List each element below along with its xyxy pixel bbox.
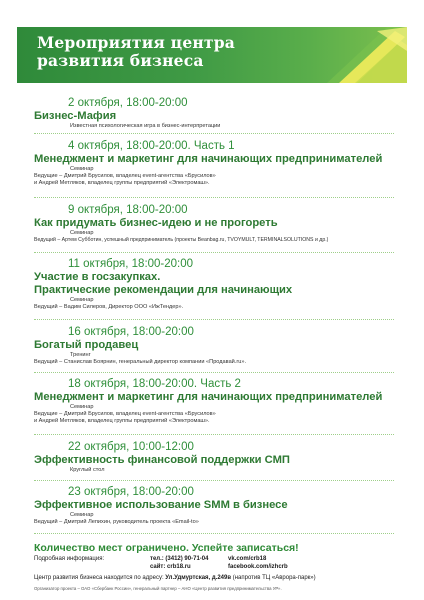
event-type: Тренинг — [70, 352, 91, 358]
event-item — [34, 485, 394, 526]
event-date: 16 октября, 18:00-20:00 — [68, 326, 194, 338]
contact-row — [34, 555, 404, 563]
event-type: Семинар — [70, 297, 94, 303]
organizers-note: Организатор проекта – ОАО «Сбербанк России», генеральный партнер – АНО «Центр развития предпринимательства УР». — [34, 586, 282, 591]
event-description: Ведущие – Дмитрий Брусилов, владелец event-агентства «Брусилов» — [34, 411, 216, 417]
divider — [34, 197, 394, 198]
event-title: Бизнес-Мафия — [34, 110, 117, 122]
page-title-line1: Мероприятия центра — [37, 33, 236, 52]
address-value: Ул.Удмуртская, д.249в — [165, 575, 232, 581]
contact-row — [34, 563, 404, 571]
event-date: 2 октября, 18:00-20:00 — [68, 97, 188, 109]
phone-number: тел.: (3412) 90-71-04 — [150, 556, 209, 562]
address-note: (напротив ТЦ «Аврора-парк») — [232, 575, 316, 581]
event-date: 4 октября, 18:00-20:00. Часть 1 — [68, 140, 235, 152]
event-title: Участие в госзакупках. — [34, 271, 161, 283]
event-description: и Андрей Метляков, владелец группы предприятий «Электромаш». — [34, 418, 210, 424]
divider — [34, 533, 394, 534]
event-description: Ведущие – Дмитрий Брусилов, владелец event-агентства «Брусилов» — [34, 173, 216, 179]
page-title-line2: развития бизнеса — [37, 51, 204, 70]
event-item — [34, 139, 394, 187]
vk-link[interactable]: vk.com/crb18 — [228, 556, 267, 562]
event-title: Эффективность финансовой поддержки СМП — [34, 454, 290, 466]
divider — [34, 319, 394, 320]
event-item — [34, 440, 394, 474]
event-title-line2: Практические рекомендации для начинающих — [34, 284, 293, 296]
event-item — [34, 325, 394, 366]
divider — [34, 133, 394, 134]
event-type: Семинар — [70, 166, 94, 172]
event-date: 22 октября, 10:00-12:00 — [68, 441, 194, 453]
event-item — [34, 203, 394, 244]
event-item — [34, 257, 394, 311]
footer-contacts — [34, 542, 404, 582]
call-to-action-headline: Количество мест ограничено. Успейте записаться! — [34, 542, 299, 554]
event-title: Богатый продавец — [34, 339, 139, 351]
event-description: Ведущий – Дмитрий Лепихин, руководитель проекта «Email-to» — [34, 519, 199, 525]
event-title: Как придумать бизнес-идею и не прогореть — [34, 217, 278, 229]
event-type: Семинар — [70, 404, 94, 410]
divider — [34, 372, 394, 373]
info-label: Подробная информация: — [34, 556, 105, 562]
event-title: Эффективное использование SMM в бизнесе — [34, 499, 288, 511]
event-description: и Андрей Метляков, владелец группы предприятий «Электромаш». — [34, 180, 210, 186]
event-type: Семинар — [70, 230, 94, 236]
header-banner — [17, 27, 407, 83]
address-line — [34, 574, 404, 582]
event-description: Ведущий – Вадим Силеров, Директор ООО «ИжТендер». — [34, 304, 184, 310]
page-title — [37, 34, 287, 70]
event-title: Менеджмент и маркетинг для начинающих предпринимателей — [34, 391, 383, 403]
event-item — [34, 96, 394, 130]
site-link[interactable]: сайт: crb18.ru — [150, 564, 191, 570]
event-type: Семинар — [70, 512, 94, 518]
event-type: Круглый стол — [70, 467, 105, 473]
divider — [34, 252, 394, 253]
event-date: 9 октября, 18:00-20:00 — [68, 204, 188, 216]
event-description: Известная психологическая игра в бизнес-интерпретации — [70, 123, 221, 129]
event-date: 11 октября, 18:00-20:00 — [68, 258, 194, 270]
facebook-link[interactable]: facebook.com/izhcrb — [228, 564, 288, 570]
event-date: 18 октября, 18:00-20:00. Часть 2 — [68, 378, 241, 390]
event-date: 23 октября, 18:00-20:00 — [68, 486, 194, 498]
divider — [34, 434, 394, 435]
address-label: Центр развития бизнеса находится по адресу: — [34, 575, 164, 581]
event-item — [34, 377, 394, 425]
event-description: Ведущий – Артем Субботин, успешный предприниматель (проекты Beanbag.ru, TVOYMULT, TERMINALSOLUTIONS и др.) — [34, 237, 329, 243]
event-title: Менеджмент и маркетинг для начинающих предпринимателей — [34, 153, 383, 165]
divider — [34, 480, 394, 481]
event-description: Ведущий – Станислав Боярнин, генеральный директор компании «Продавай.ru». — [34, 359, 246, 365]
